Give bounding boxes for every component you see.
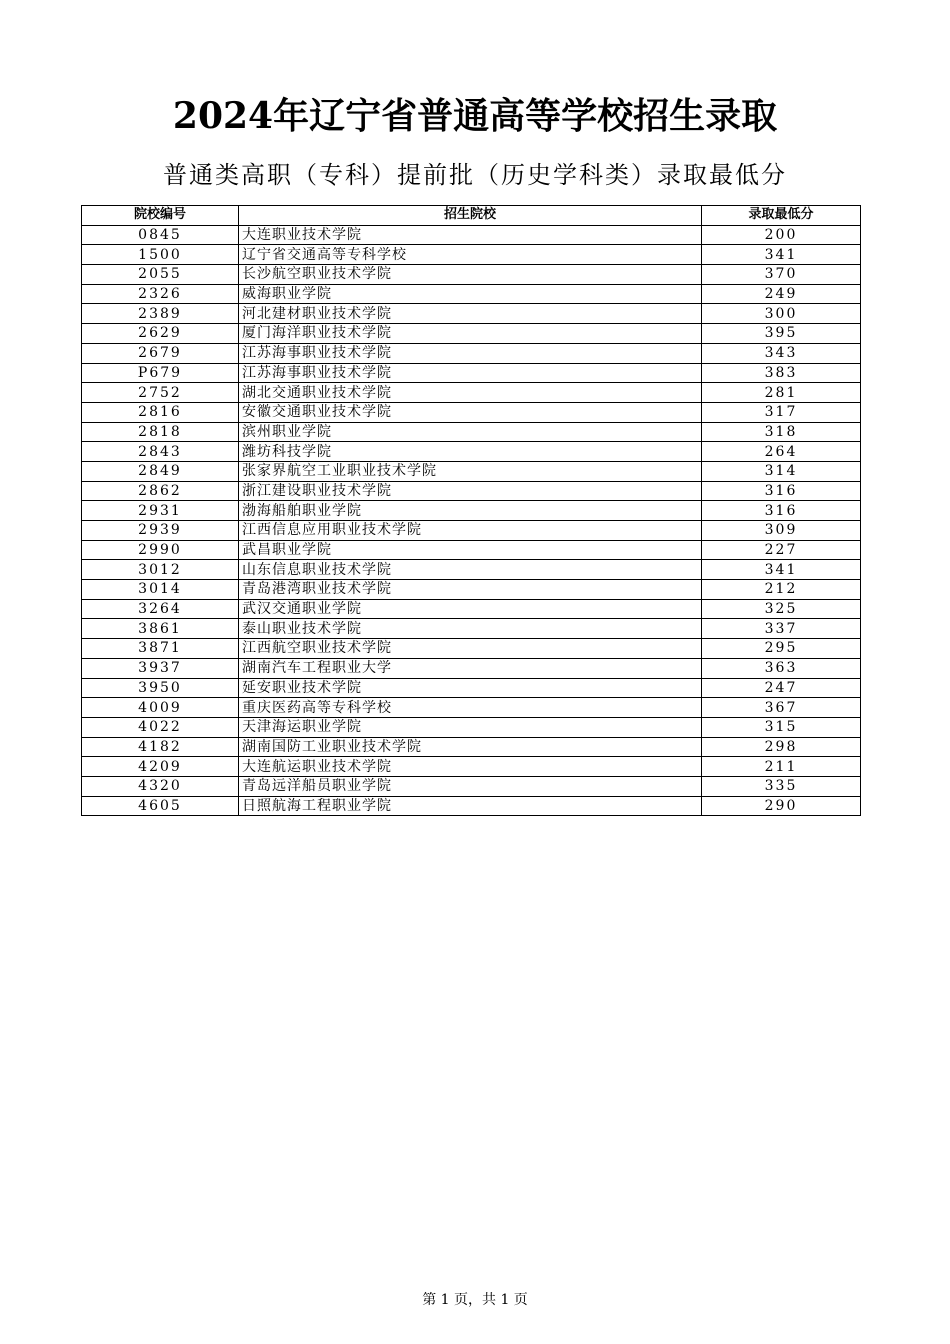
min-score-cell: 325 <box>702 599 861 619</box>
school-name-cell: 湖南汽车工程职业大学 <box>239 658 702 678</box>
school-name-cell: 张家界航空工业职业技术学院 <box>239 461 702 481</box>
page-title: 2024年辽宁省普通高等学校招生录取 <box>172 95 778 137</box>
school-code-cell: 2818 <box>82 422 239 442</box>
school-name-cell: 江西航空职业技术学院 <box>239 639 702 659</box>
table-row <box>82 521 861 541</box>
school-name-cell: 厦门海洋职业技术学院 <box>239 324 702 344</box>
school-name-cell: 辽宁省交通高等专科学校 <box>239 245 702 265</box>
table-row <box>82 324 861 344</box>
min-score-cell: 295 <box>702 639 861 659</box>
school-code-cell: 0845 <box>82 225 239 245</box>
school-code-cell: P679 <box>82 363 239 383</box>
school-name-cell: 大连航运职业技术学院 <box>239 757 702 777</box>
table-row <box>82 442 861 462</box>
school-name-cell: 泰山职业技术学院 <box>239 619 702 639</box>
min-score-cell: 247 <box>702 678 861 698</box>
table-row <box>82 737 861 757</box>
min-score-cell: 363 <box>702 658 861 678</box>
school-code-cell: 2990 <box>82 540 239 560</box>
school-name-cell: 河北建材职业技术学院 <box>239 304 702 324</box>
school-code-cell: 3014 <box>82 580 239 600</box>
header-min-score: 录取最低分 <box>702 206 861 226</box>
page-subtitle: 普通类高职（专科）提前批（历史学科类）录取最低分 <box>163 161 787 189</box>
table-row <box>82 343 861 363</box>
school-name-cell: 重庆医药高等专科学校 <box>239 698 702 718</box>
school-name-cell: 青岛远洋船员职业学院 <box>239 776 702 796</box>
school-name-cell: 浙江建设职业技术学院 <box>239 481 702 501</box>
school-code-cell: 2752 <box>82 383 239 403</box>
table-row <box>82 245 861 265</box>
min-score-cell: 341 <box>702 245 861 265</box>
school-name-cell: 山东信息职业技术学院 <box>239 560 702 580</box>
min-score-cell: 281 <box>702 383 861 403</box>
table-row <box>82 796 861 816</box>
min-score-cell: 315 <box>702 717 861 737</box>
school-code-cell: 3264 <box>82 599 239 619</box>
school-code-cell: 2389 <box>82 304 239 324</box>
table-row <box>82 265 861 285</box>
school-code-cell: 2862 <box>82 481 239 501</box>
school-name-cell: 威海职业学院 <box>239 284 702 304</box>
school-name-cell: 江苏海事职业技术学院 <box>239 363 702 383</box>
school-code-cell: 3950 <box>82 678 239 698</box>
table-row <box>82 402 861 422</box>
school-code-cell: 2939 <box>82 521 239 541</box>
school-name-cell: 长沙航空职业技术学院 <box>239 265 702 285</box>
min-score-cell: 249 <box>702 284 861 304</box>
school-code-cell: 3012 <box>82 560 239 580</box>
min-score-cell: 343 <box>702 343 861 363</box>
school-name-cell: 潍坊科技学院 <box>239 442 702 462</box>
school-code-cell: 3861 <box>82 619 239 639</box>
min-score-cell: 317 <box>702 402 861 422</box>
min-score-cell: 264 <box>702 442 861 462</box>
min-score-cell: 290 <box>702 796 861 816</box>
table-row <box>82 363 861 383</box>
school-name-cell: 江西信息应用职业技术学院 <box>239 521 702 541</box>
table-row <box>82 383 861 403</box>
school-name-cell: 延安职业技术学院 <box>239 678 702 698</box>
min-score-cell: 211 <box>702 757 861 777</box>
table-body <box>82 225 861 816</box>
school-code-cell: 2931 <box>82 501 239 521</box>
min-score-cell: 212 <box>702 580 861 600</box>
school-code-cell: 3937 <box>82 658 239 678</box>
school-name-cell: 大连职业技术学院 <box>239 225 702 245</box>
school-code-cell: 4009 <box>82 698 239 718</box>
table-header-row <box>82 206 861 226</box>
school-name-cell: 青岛港湾职业技术学院 <box>239 580 702 600</box>
min-score-cell: 341 <box>702 560 861 580</box>
header-school-name: 招生院校 <box>239 206 702 226</box>
header-school-code: 院校编号 <box>82 206 239 226</box>
school-code-cell: 4209 <box>82 757 239 777</box>
page-footer: 第 1 页，共 1 页 <box>422 1292 528 1308</box>
school-code-cell: 2055 <box>82 265 239 285</box>
table-row <box>82 757 861 777</box>
table-row <box>82 639 861 659</box>
school-name-cell: 日照航海工程职业学院 <box>239 796 702 816</box>
school-code-cell: 2843 <box>82 442 239 462</box>
min-score-cell: 370 <box>702 265 861 285</box>
table-row <box>82 461 861 481</box>
school-code-cell: 2849 <box>82 461 239 481</box>
school-name-cell: 武汉交通职业学院 <box>239 599 702 619</box>
min-score-cell: 335 <box>702 776 861 796</box>
min-score-cell: 298 <box>702 737 861 757</box>
table-row <box>82 560 861 580</box>
table-row <box>82 501 861 521</box>
table-row <box>82 698 861 718</box>
table-row <box>82 225 861 245</box>
table-row <box>82 619 861 639</box>
school-code-cell: 2629 <box>82 324 239 344</box>
table-row <box>82 599 861 619</box>
table-row <box>82 580 861 600</box>
school-code-cell: 4320 <box>82 776 239 796</box>
min-score-cell: 337 <box>702 619 861 639</box>
min-score-cell: 300 <box>702 304 861 324</box>
table-row <box>82 304 861 324</box>
admission-score-table <box>81 205 861 816</box>
school-code-cell: 2326 <box>82 284 239 304</box>
school-code-cell: 2679 <box>82 343 239 363</box>
min-score-cell: 383 <box>702 363 861 383</box>
school-name-cell: 滨州职业学院 <box>239 422 702 442</box>
school-name-cell: 江苏海事职业技术学院 <box>239 343 702 363</box>
school-code-cell: 3871 <box>82 639 239 659</box>
min-score-cell: 309 <box>702 521 861 541</box>
table-row <box>82 678 861 698</box>
school-name-cell: 渤海船舶职业学院 <box>239 501 702 521</box>
min-score-cell: 227 <box>702 540 861 560</box>
school-code-cell: 1500 <box>82 245 239 265</box>
min-score-cell: 395 <box>702 324 861 344</box>
table-row <box>82 776 861 796</box>
table-row <box>82 658 861 678</box>
school-code-cell: 4022 <box>82 717 239 737</box>
min-score-cell: 200 <box>702 225 861 245</box>
school-name-cell: 湖北交通职业技术学院 <box>239 383 702 403</box>
table-row <box>82 717 861 737</box>
school-code-cell: 4182 <box>82 737 239 757</box>
table-row <box>82 540 861 560</box>
table-row <box>82 284 861 304</box>
min-score-cell: 316 <box>702 501 861 521</box>
min-score-cell: 367 <box>702 698 861 718</box>
school-code-cell: 2816 <box>82 402 239 422</box>
table-row <box>82 422 861 442</box>
school-code-cell: 4605 <box>82 796 239 816</box>
school-name-cell: 安徽交通职业技术学院 <box>239 402 702 422</box>
min-score-cell: 318 <box>702 422 861 442</box>
school-name-cell: 湖南国防工业职业技术学院 <box>239 737 702 757</box>
min-score-cell: 316 <box>702 481 861 501</box>
school-name-cell: 天津海运职业学院 <box>239 717 702 737</box>
school-name-cell: 武昌职业学院 <box>239 540 702 560</box>
min-score-cell: 314 <box>702 461 861 481</box>
table-row <box>82 481 861 501</box>
